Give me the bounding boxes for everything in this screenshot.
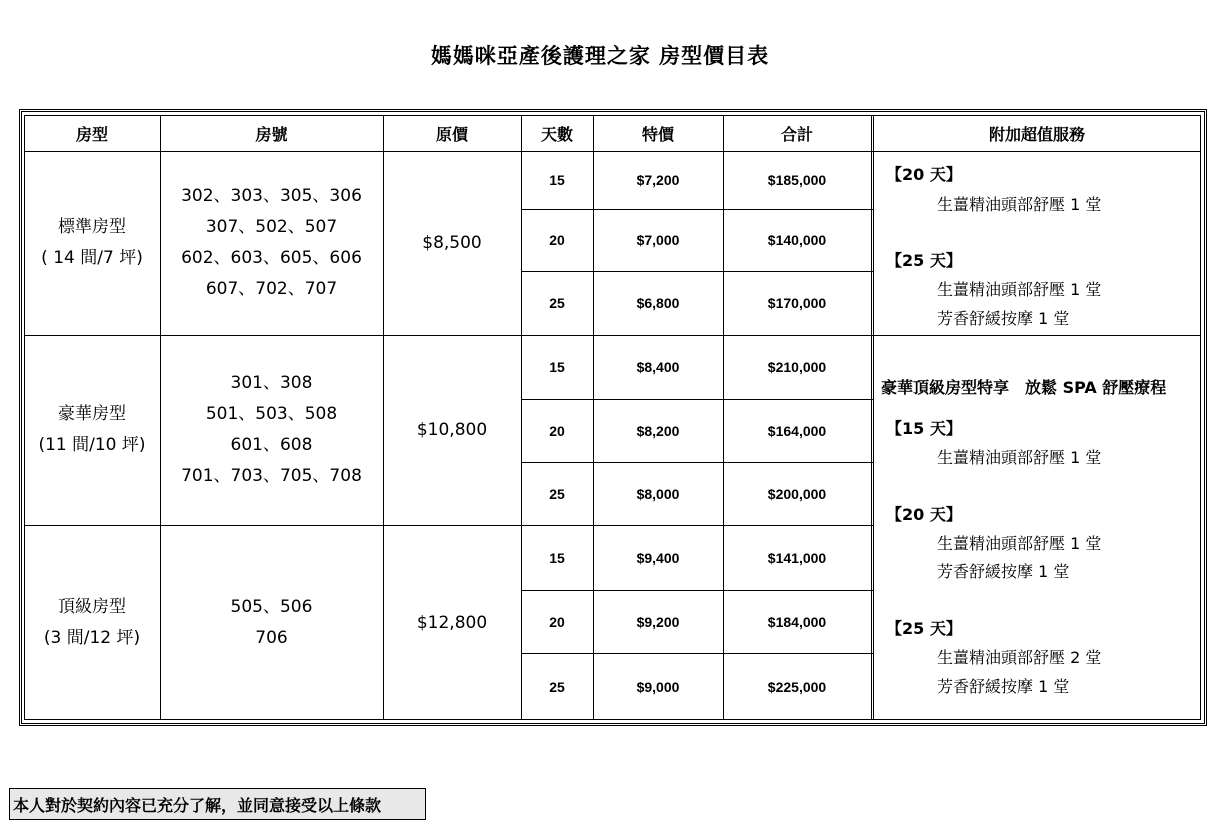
plan-days: 25 [549, 485, 565, 502]
room-numbers-line: 505、506 [230, 596, 313, 617]
room-numbers-line: 301、308 [230, 373, 313, 393]
plan-days: 20 [549, 232, 565, 248]
plan-total: $170,000 [767, 295, 827, 311]
page-title: 媽媽咪亞產後護理之家 房型價目表 [430, 44, 770, 68]
plan-special: $8,000 [636, 485, 680, 502]
room-type-name: 頂級房型 [58, 596, 126, 617]
header-services: 附加超值服務 [988, 124, 1085, 144]
plan-total: $225,000 [767, 678, 827, 695]
plan-days: 25 [549, 295, 565, 311]
plan-special: $6,800 [636, 295, 680, 311]
plan-total: $141,000 [767, 549, 827, 566]
plan-special: $9,400 [636, 549, 680, 566]
plan-days: 15 [549, 172, 565, 188]
service-item: 生薑精油頭部舒壓 1 堂 [937, 280, 1102, 299]
service-plan-label: 【25 天】 [886, 619, 962, 638]
plan-total: $184,000 [767, 613, 827, 630]
room-type-name: 標準房型 [58, 217, 126, 237]
plan-total: $200,000 [767, 485, 827, 502]
service-item: 生薑精油頭部舒壓 1 堂 [937, 195, 1102, 214]
plan-special: $8,400 [636, 359, 680, 375]
room-type-detail: (3 間/12 坪) [43, 627, 141, 648]
room-numbers-line: 701、703、705、708 [181, 466, 362, 486]
plan-special: $9,000 [636, 678, 680, 695]
plan-special: $9,200 [636, 613, 680, 630]
plan-special: $8,200 [636, 422, 680, 439]
original-price: $10,800 [416, 420, 488, 440]
room-numbers-line: 307、502、507 [205, 217, 338, 237]
service-item: 生薑精油頭部舒壓 1 堂 [937, 534, 1102, 553]
grid-line [871, 115, 874, 720]
plan-special: $7,000 [636, 232, 680, 248]
plan-days: 25 [549, 678, 565, 695]
service-item: 芳香舒緩按摩 1 堂 [937, 309, 1070, 328]
plan-days: 15 [549, 549, 565, 566]
room-numbers-cell [160, 525, 383, 720]
plan-special: $7,200 [636, 172, 680, 188]
header-original-price: 原價 [435, 124, 468, 144]
plan-total: $210,000 [767, 359, 827, 375]
service-item: 芳香舒緩按摩 1 堂 [937, 677, 1070, 696]
header-room-type: 房型 [75, 124, 108, 144]
plan-total: $140,000 [767, 232, 827, 248]
plan-total: $164,000 [767, 422, 827, 439]
plan-days: 20 [549, 422, 565, 439]
plan-total: $185,000 [767, 172, 827, 188]
service-plan-label: 【20 天】 [886, 505, 962, 524]
header-special-price: 特價 [641, 124, 674, 144]
room-numbers-line: 302、303、305、306 [181, 186, 362, 206]
header-days: 天數 [540, 124, 573, 144]
room-type-name: 豪華房型 [58, 404, 126, 424]
service-item: 芳香舒緩按摩 1 堂 [937, 562, 1070, 581]
room-numbers-cell [160, 335, 383, 525]
plan-days: 15 [549, 359, 565, 375]
confirmation-statement: 本人對於契約內容已充分了解，並同意接受以上條款 [9, 788, 426, 820]
room-numbers-cell [160, 151, 383, 335]
service-item: 生薑精油頭部舒壓 2 堂 [937, 648, 1102, 667]
room-numbers-line: 706 [255, 627, 288, 648]
header-total: 合計 [780, 124, 813, 144]
room-type-cell [24, 335, 160, 525]
room-type-cell [24, 525, 160, 720]
original-price: $12,800 [416, 612, 488, 633]
header-room-numbers: 房號 [255, 124, 288, 144]
room-numbers-line: 607、702、707 [205, 279, 338, 299]
room-numbers-line: 602、603、605、606 [181, 248, 362, 268]
original-price: $8,500 [422, 233, 482, 253]
plan-days: 20 [549, 613, 565, 630]
service-lux-heading: 豪華頂級房型特享 放鬆 SPA 舒壓療程 [881, 378, 1167, 397]
room-type-cell [24, 151, 160, 335]
service-plan-label: 【15 天】 [886, 419, 962, 438]
room-numbers-line: 501、503、508 [205, 404, 338, 424]
service-plan-label: 【25 天】 [886, 251, 962, 270]
room-type-detail: (11 間/10 坪) [38, 435, 146, 455]
room-numbers-line: 601、608 [230, 435, 313, 455]
service-plan-label: 【20 天】 [886, 165, 962, 184]
service-item: 生薑精油頭部舒壓 1 堂 [937, 448, 1102, 467]
room-type-detail: ( 14 間/7 坪) [41, 248, 143, 268]
